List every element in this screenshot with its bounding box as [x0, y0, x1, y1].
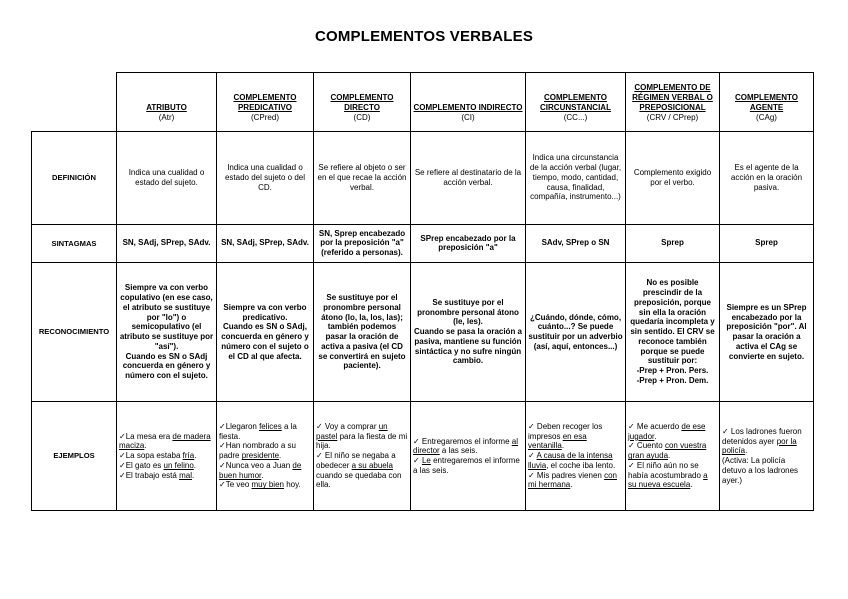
example-text: .	[144, 441, 147, 451]
row-reconocimiento	[32, 263, 814, 402]
example-sentence	[722, 427, 811, 456]
example-text: ✓ Los ladrones fueron detenidos ayer	[722, 426, 802, 446]
example-sentence	[119, 471, 214, 481]
example-text: para la fiesta de mi hija.	[316, 431, 408, 451]
header-row	[32, 73, 814, 132]
example-text: ✓El trabajo está	[119, 470, 180, 480]
example-highlight: al director	[413, 436, 518, 456]
example-text: ✓ Voy a comprar	[316, 421, 379, 431]
examples-atributo	[117, 402, 217, 511]
table-cell: Sprep	[626, 224, 720, 262]
example-highlight: con vuestra gran ayuda	[628, 441, 707, 461]
table-cell: ¿Cuándo, dónde, cómo, cuánto...? Se puede sustituir por un adverbio (así, aquí, entonces...)	[526, 263, 626, 402]
column-header-indirecto	[411, 73, 526, 132]
verbal-complements-table	[31, 72, 814, 511]
examples-indirecto	[411, 402, 526, 511]
table-cell: SPrep encabezado por la preposición "a"	[411, 224, 526, 262]
column-title: COMPLEMENTO DE RÉGIMEN VERBAL O PREPOSICIONAL	[632, 83, 713, 112]
examples-circunstancial	[526, 402, 626, 511]
examples-predicativo	[217, 402, 314, 511]
table-cell: Indica una circunstancia de la acción verbal (lugar, tiempo, modo, cantidad, causa, finalidad, compañía, instrumento...)	[526, 132, 626, 225]
column-header-atributo	[117, 73, 217, 132]
example-text: .	[745, 446, 748, 456]
example-text: cuando se quedaba con ella.	[316, 470, 402, 490]
table-cell: Siempre es un SPrep encabezado por la preposición "por". Al pasar la oración a activa el CAg se convierte en sujeto.	[720, 263, 814, 402]
table-cell: Se refiere al objeto o ser en el que recae la acción verbal.	[314, 132, 411, 225]
example-text: ✓	[413, 456, 422, 466]
example-text: .	[279, 451, 282, 461]
table-cell: SN, Sprep encabezado por la preposición "a" (referido a personas).	[314, 224, 411, 262]
example-text: .	[654, 431, 657, 441]
example-text: a la fiesta.	[219, 421, 297, 441]
example-sentence	[119, 461, 214, 471]
example-text: ✓El gato es	[119, 460, 164, 470]
example-highlight: de buen humor	[219, 460, 302, 480]
example-text: ✓ Deben recoger los impresos	[528, 421, 603, 441]
example-text: ✓	[528, 451, 537, 461]
examples-regimen	[626, 402, 720, 511]
example-text: ✓Nunca veo a Juan	[219, 460, 293, 470]
column-abbreviation: (CC...)	[563, 113, 588, 123]
row-header: RECONOCIMIENTO	[32, 263, 117, 402]
example-text: ✓ Entregaremos el informe	[413, 436, 512, 446]
example-sentence	[722, 456, 811, 485]
example-highlight: felices	[259, 421, 282, 431]
example-text: hoy.	[283, 480, 301, 490]
example-text: ✓La mesa era	[119, 431, 173, 441]
example-highlight: presidente	[241, 451, 280, 461]
example-highlight: con mi hermana	[528, 470, 617, 490]
example-text: .	[193, 460, 196, 470]
table-cell: Complemento exigido por el verbo.	[626, 132, 720, 225]
example-text: .	[668, 451, 671, 461]
column-abbreviation: (CRV / CPrep)	[646, 113, 699, 123]
example-sentence	[528, 471, 623, 491]
example-text: ✓Han nombrado a su padre	[219, 441, 296, 461]
example-text: .	[690, 480, 693, 490]
example-sentence	[219, 461, 311, 481]
table-cell: Sprep	[720, 224, 814, 262]
example-highlight: un felino	[163, 460, 194, 470]
column-header-directo	[314, 73, 411, 132]
column-title: COMPLEMENTO CIRCUNSTANCIAL	[540, 92, 611, 112]
example-sentence	[219, 441, 311, 461]
row-definicion	[32, 132, 814, 225]
example-sentence	[316, 451, 408, 490]
table-cell: Siempre va con verbo predicativo. Cuando es SN o SAdj, concuerda en género y número con el sujeto o el CD al que afecta.	[217, 263, 314, 402]
example-text: ✓La sopa estaba	[119, 451, 183, 461]
example-sentence	[316, 422, 408, 451]
table-cell: Es el agente de la acción en la oración pasiva.	[720, 132, 814, 225]
column-title: COMPLEMENTO INDIRECTO	[413, 102, 523, 112]
example-text: ✓Llegaron	[219, 421, 260, 431]
table-cell: Indica una cualidad o estado del sujeto.	[117, 132, 217, 225]
example-text: .	[194, 451, 197, 461]
example-highlight: en esa ventanilla	[528, 431, 587, 451]
document-title: COMPLEMENTOS VERBALES	[314, 28, 534, 45]
example-highlight: muy bien	[251, 480, 284, 490]
example-sentence	[219, 422, 311, 442]
example-sentence	[119, 451, 214, 461]
example-text: ✓ El niño se negaba a obedecer	[316, 451, 396, 470]
example-sentence	[628, 461, 717, 490]
column-header-regimen	[626, 73, 720, 132]
header-corner	[32, 73, 117, 132]
example-highlight: A causa de la intensa lluvia	[528, 451, 613, 470]
column-abbreviation: (CI)	[461, 113, 475, 123]
example-text: .	[570, 480, 573, 490]
row-ejemplos	[32, 402, 814, 511]
column-abbreviation: (CAg)	[756, 113, 777, 123]
example-sentence	[528, 422, 623, 451]
example-highlight: a su abuela	[351, 460, 393, 470]
table-cell: Se sustituye por el pronombre personal átono (lo, la, los, las); también podemos pasar la oración de activa a pasiva (el CD se convertirá en sujeto paciente).	[314, 263, 411, 402]
table-cell: SN, SAdj, SPrep, SAdv.	[117, 224, 217, 262]
example-sentence	[119, 432, 214, 452]
example-sentence	[413, 437, 523, 457]
example-text: ✓Te veo	[219, 480, 252, 490]
example-sentence	[219, 480, 311, 490]
column-abbreviation: (CPred)	[250, 113, 279, 123]
example-highlight: por la policía	[722, 436, 797, 456]
example-text: ✓ Me acuerdo	[628, 421, 682, 431]
example-highlight: Le	[421, 456, 431, 466]
example-sentence	[528, 451, 623, 471]
example-sentence	[628, 422, 717, 442]
example-text: a las seis.	[439, 446, 478, 456]
examples-directo	[314, 402, 411, 511]
example-text: .	[191, 470, 195, 480]
column-abbreviation: (Atr)	[158, 113, 175, 123]
column-title: COMPLEMENTO PREDICATIVO	[233, 92, 297, 112]
column-header-circunstancial	[526, 73, 626, 132]
table-cell: No es posible prescindir de la preposición, porque sin ella la oración quedaría incompleta y sin sentido. El CRV se reconoce también porque se puede sustituir por: -Prep + Pron. Pers. -Prep + Pron. Dem.	[626, 263, 720, 402]
column-abbreviation: (CD)	[353, 113, 371, 123]
examples-agente	[720, 402, 814, 511]
example-highlight: mal	[179, 470, 192, 480]
column-title: ATRIBUTO	[146, 102, 187, 112]
example-highlight: fría	[182, 451, 195, 461]
table-cell: SAdv, SPrep o SN	[526, 224, 626, 262]
example-text: (Activa: La policía detuvo a los ladrones ayer.)	[722, 456, 799, 485]
table-cell: Siempre va con verbo copulativo (en ese caso, el atributo se sustituye por "lo") o semicopulativo (el atributo se sustituye por "así"). Cuando es SN o SAdj concuerda en género y número con el sujeto.	[117, 263, 217, 402]
example-text: entregaremos el informe a las seis.	[413, 456, 520, 475]
column-title: COMPLEMENTO DIRECTO	[330, 92, 394, 112]
table-cell: Se refiere al destinatario de la acción verbal.	[411, 132, 526, 225]
example-sentence	[413, 456, 523, 476]
row-sintagmas	[32, 224, 814, 262]
example-sentence	[628, 441, 717, 461]
example-text: ✓ El niño aún no se había acostumbrado	[628, 460, 704, 480]
example-highlight: de ese jugador	[628, 421, 706, 441]
row-header: DEFINICIÓN	[32, 132, 117, 225]
example-text: .	[561, 441, 565, 451]
column-title: COMPLEMENTO AGENTE	[735, 92, 798, 112]
example-highlight: a su nueva escuela	[628, 470, 708, 490]
row-header: SINTAGMAS	[32, 224, 117, 262]
column-header-predicativo	[217, 73, 314, 132]
row-header: EJEMPLOS	[32, 402, 117, 511]
table-cell: Indica una cualidad o estado del sujeto o del CD.	[217, 132, 314, 225]
example-text: ✓ Cuento	[628, 441, 665, 451]
example-highlight: un pastel	[316, 421, 388, 441]
column-header-agente	[720, 73, 814, 132]
example-highlight: de madera maciza	[119, 431, 211, 451]
example-text: .	[261, 470, 264, 480]
example-text: ✓ Mis padres vienen	[528, 470, 605, 480]
table-cell: SN, SAdj, SPrep, SAdv.	[217, 224, 314, 262]
example-text: , el coche iba lento.	[546, 460, 616, 470]
table-cell: Se sustituye por el pronombre personal átono (le, les). Cuando se pasa la oración a pasiva, mantiene su función sintáctica y no sufre ningún cambio.	[411, 263, 526, 402]
